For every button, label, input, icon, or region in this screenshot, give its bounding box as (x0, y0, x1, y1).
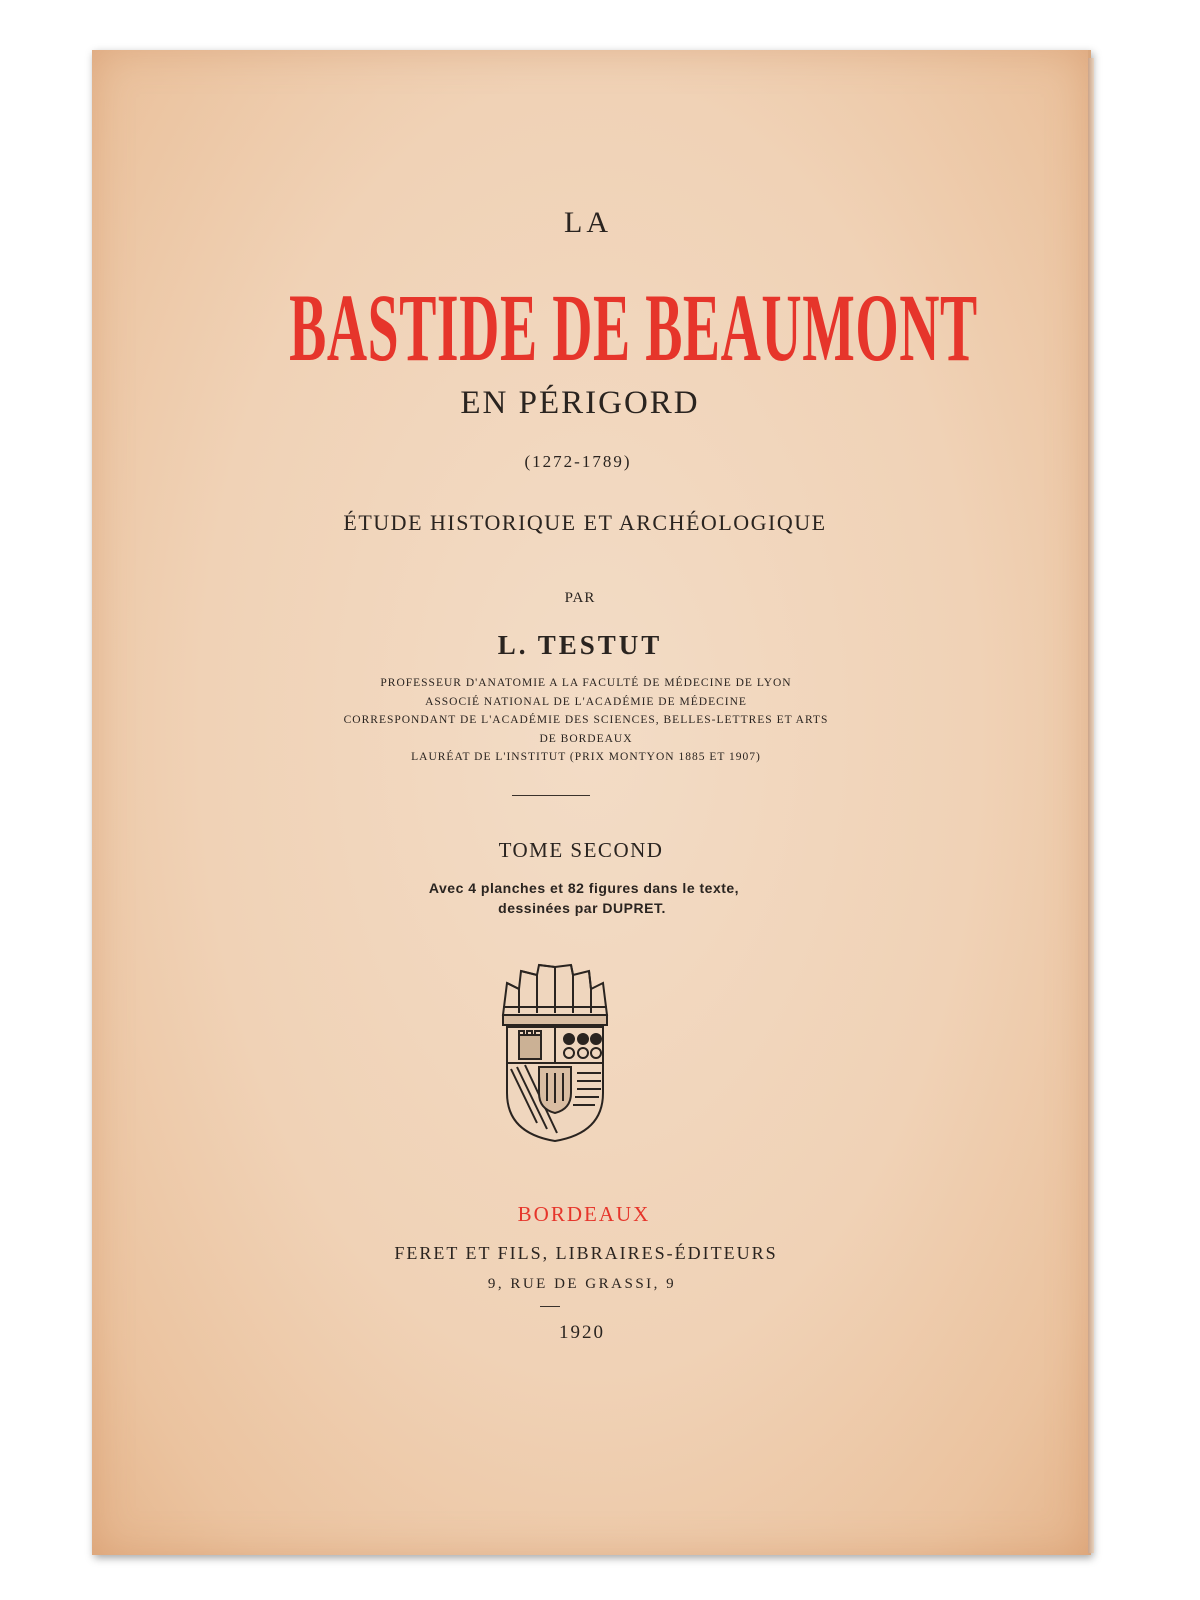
illustrator-note: dessinées par DUPRET. (498, 900, 666, 916)
credential-line: ASSOCIÉ NATIONAL DE L'ACADÉMIE DE MÉDECINE (425, 695, 747, 708)
by-label: PAR (564, 590, 596, 606)
publisher-name: FERET ET FILS, LIBRAIRES-ÉDITEURS (394, 1243, 778, 1263)
volume-label: TOME SECOND (498, 838, 664, 862)
book-title: BASTIDE DE BEAUMONT (289, 274, 978, 381)
credential-line: CORRESPONDANT DE L'ACADÉMIE DES SCIENCES, BELLES-LETTRES ET ARTS (343, 714, 829, 726)
divider (512, 795, 590, 796)
illustrations-note: Avec 4 planches et 82 figures dans le texte, (428, 880, 740, 896)
publication-year: 1920 (559, 1322, 605, 1343)
credential-line: PROFESSEUR D'ANATOMIE A LA FACULTÉ DE MÉDECINE DE LYON (380, 677, 792, 689)
book-subtitle: EN PÉRIGORD (460, 385, 700, 421)
divider-small (540, 1306, 560, 1307)
coat-of-arms-icon (497, 963, 613, 1143)
credential-line: DE BORDEAUX (539, 732, 633, 745)
title-article: LA (564, 206, 612, 239)
author-credentials (92, 674, 1088, 767)
author-name: L. TESTUT (497, 630, 663, 660)
study-description: ÉTUDE HISTORIQUE ET ARCHÉOLOGIQUE (343, 510, 827, 535)
date-range: (1272-1789) (524, 452, 632, 471)
book-cover (92, 50, 1091, 1555)
publisher-address: 9, RUE DE GRASSI, 9 (487, 1276, 677, 1292)
page-edge (1088, 58, 1094, 1553)
publication-city: BORDEAUX (517, 1202, 651, 1226)
credential-line: LAURÉAT DE L'INSTITUT (PRIX MONTYON 1885 ET 1907) (411, 751, 761, 763)
